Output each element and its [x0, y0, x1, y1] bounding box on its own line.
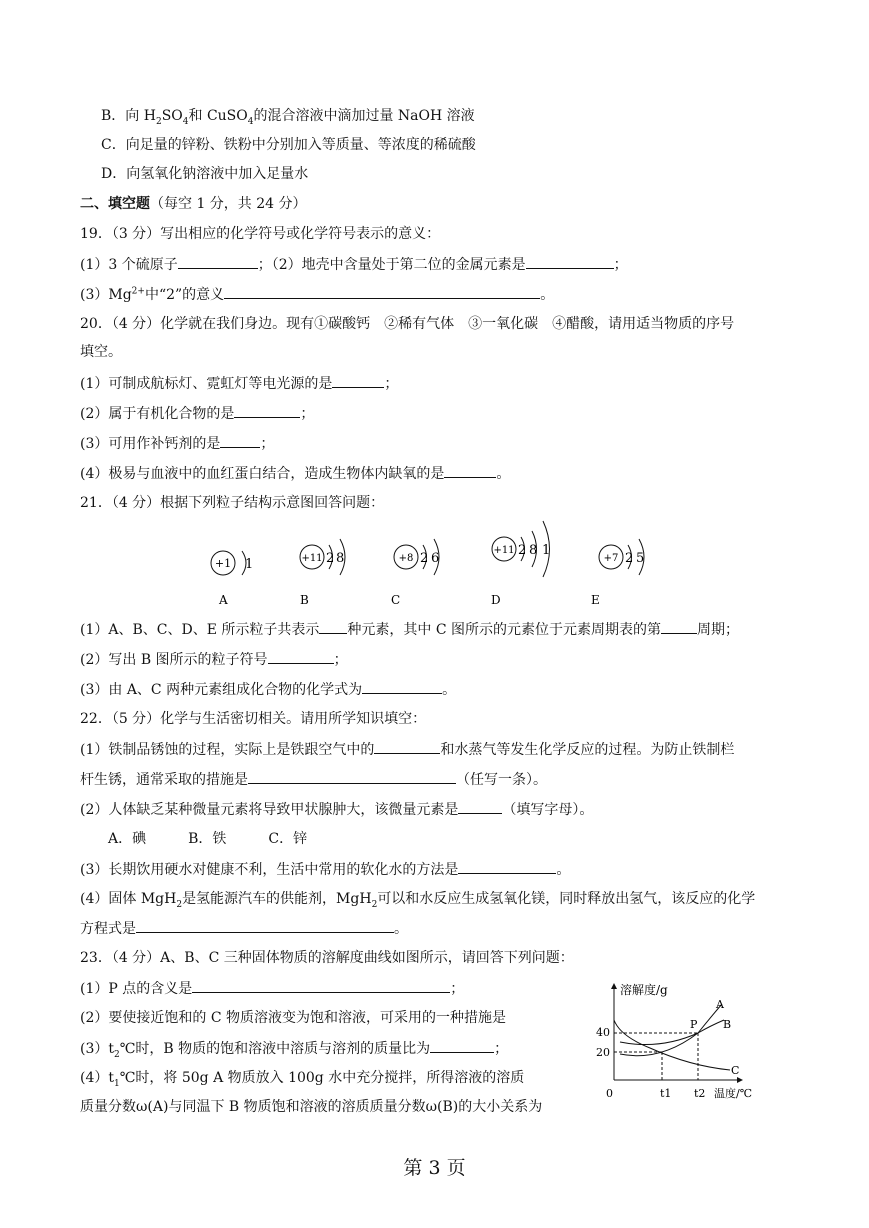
q22-p4c: 可以和水反应生成氢氧化镁，同时释放出氢气，该反应的化学	[377, 891, 756, 907]
q22-blank-2[interactable]	[248, 769, 456, 784]
q23-p4b: ℃时，将 50g A 物质放入 100g 水中充分搅拌，所得溶液的溶质	[119, 1070, 525, 1086]
q22-p4e: 。	[394, 921, 408, 937]
q22-blank-5[interactable]	[136, 918, 394, 933]
q23-p4a: (4）t	[80, 1070, 114, 1086]
q21-end: 。	[442, 682, 457, 698]
atom-d-label: D	[491, 593, 501, 607]
q19-p1b: ；（2）地壳中含量处于第二位的金属元素是	[257, 257, 526, 273]
q20-p4: (4）极易与血液中的血红蛋白结合，造成生物体内缺氧的是	[80, 466, 445, 482]
atom-d-shell-1: 2	[518, 543, 527, 558]
q23-line-3	[80, 1038, 508, 1059]
q22-p4b: 是氢能源汽车的供能剂，MgH	[182, 891, 372, 907]
q22-p4a: (4）固体 MgH	[80, 891, 177, 907]
q21-p2: (2）写出 B 图所示的粒子符号	[80, 652, 268, 668]
section-2-heading	[80, 194, 307, 214]
q19-line-3	[80, 284, 554, 305]
q20-semi-3: ；	[260, 436, 275, 452]
q20-line-1	[80, 373, 398, 394]
q20-blank-1[interactable]	[332, 373, 384, 388]
q20-blank-3[interactable]	[220, 433, 260, 448]
atom-e-label: E	[591, 593, 600, 607]
atom-b-nucleus: +11	[301, 553, 323, 564]
q21-stem: 21．（4 分）根据下列粒子结构示意图回答问题：	[80, 495, 385, 511]
q20-end: 。	[496, 466, 511, 482]
series-a-label: A	[716, 998, 724, 1011]
q19-stem: 19．（3 分）写出相应的化学符号或化学符号表示的意义：	[80, 226, 441, 242]
q21-blank-2[interactable]	[661, 619, 697, 634]
q22-p3a: (3）长期饮用硬水对健康不利，生活中常用的软化水的方法是	[80, 862, 459, 878]
q20-stem-2: 填空。	[80, 344, 122, 360]
q20-stem-1: 20．（4 分）化学就在我们身边。现有①碳酸钙 ②稀有气体 ③一氧化碳 ④醋酸，请用适当物质的序号	[80, 316, 735, 332]
atom-a	[211, 551, 253, 607]
q20-p3: (3）可用作补钙剂的是	[80, 436, 221, 452]
q22-p1a: (1）铁制品锈蚀的过程，实际上是铁跟空气中的	[80, 742, 375, 758]
atom-e-shell-2: 5	[636, 551, 645, 566]
q23-p1b: ；	[450, 981, 465, 997]
q22-p4d: 方程式是	[80, 921, 136, 937]
q22-line-1a	[80, 739, 734, 760]
q22-p2a: (2）人体缺乏某种微量元素将导致甲状腺肿大，该微量元素是	[80, 802, 459, 818]
option-b-sub-1: 2	[155, 116, 162, 127]
option-d: D．向氢氧化钠溶液中加入足量水	[101, 166, 309, 182]
option-b	[101, 106, 475, 126]
q21-p1c: 周期；	[697, 622, 739, 638]
page-footer: 第 3 页	[403, 1157, 466, 1179]
q22-p1c: 杆生锈，通常采取的措施是	[80, 772, 248, 788]
q19-p1c: ；	[613, 257, 628, 273]
atom-a-nucleus: +1	[214, 557, 232, 570]
q23-p3b: ℃时，B 物质的饱和溶液中溶质与溶剂的质量比为	[119, 1041, 431, 1057]
atom-a-label: A	[219, 593, 228, 607]
q20-semi-2: ；	[300, 406, 315, 422]
atom-b	[300, 539, 345, 607]
q22-blank-3[interactable]	[458, 799, 502, 814]
series-b-label: B	[723, 1018, 732, 1031]
option-b-text-2: SO	[161, 108, 183, 124]
q22-stem: 22．（5 分）化学与生活密切相关。请用所学知识填空：	[80, 711, 427, 727]
q19-blank-1[interactable]	[178, 254, 258, 269]
q19-blank-2[interactable]	[526, 254, 614, 269]
q20-p1: (1）可制成航标灯、霓虹灯等电光源的是	[80, 376, 333, 392]
q22-p2b: （填写字母）。	[502, 802, 594, 818]
x-tick-t1: t1	[660, 1087, 672, 1100]
q22-blank-1[interactable]	[374, 739, 440, 754]
q21-p1b: 种元素，其中 C 图所示的元素位于元素周期表的第	[347, 622, 661, 638]
q22-line-3	[80, 859, 570, 880]
q22-p1b: 和水蒸气等发生化学反应的过程。为防止铁制栏	[440, 742, 735, 758]
q19-p1a: (1）3 个硫原子	[80, 257, 178, 273]
atom-d-shell-3: 1	[542, 543, 551, 558]
q23-p1a: (1）P 点的含义是	[80, 981, 193, 997]
q22-line-4a	[80, 889, 755, 909]
q22-p1d: （任写一条）。	[456, 772, 547, 788]
atom-c-nucleus: +8	[398, 553, 414, 564]
q23-line-4b: 质量分数ω(A)与同温下 B 物质饱和溶液的溶质质量分数ω(B)的大小关系为	[80, 1099, 543, 1115]
q23-p3a: (3）t	[80, 1041, 114, 1057]
q23-line-2: (2）要使接近饱和的 C 物质溶液变为饱和溶液，可采用的一种措施是	[80, 1010, 506, 1026]
q21-line-3	[80, 679, 456, 700]
atom-c-shell-2: 6	[431, 551, 440, 566]
q22-choices: A．碘 B．铁 C．锌	[108, 831, 308, 847]
q23-blank-3[interactable]	[430, 1038, 494, 1053]
option-b-text-1: B．向 H	[101, 108, 156, 124]
atom-c-shell-1: 2	[420, 551, 429, 566]
atom-c-label: C	[391, 593, 401, 607]
series-c-label: C	[731, 1064, 740, 1077]
q19-p3b: 中“2”的意义	[144, 287, 225, 303]
option-b-sub-3: 4	[247, 116, 254, 127]
atom-d	[491, 521, 550, 607]
q20-line-3	[80, 433, 274, 454]
option-b-text-4: 的混合溶液中滴加过量 NaOH 溶液	[253, 108, 475, 124]
q23-stem: 23．（4 分）A、B、C 三种固体物质的溶解度曲线如图所示，请回答下列问题：	[80, 950, 574, 966]
q22-line-4b	[80, 918, 408, 939]
x-axis-label: 温度/℃	[714, 1087, 753, 1100]
section-2-title: 二、填空题	[80, 196, 150, 212]
q20-semi-1: ；	[384, 376, 399, 392]
option-b-sub-2: 4	[182, 116, 189, 127]
q21-blank-4[interactable]	[362, 679, 442, 694]
q21-line-1	[80, 619, 739, 640]
q22-line-2	[80, 799, 593, 820]
q19-line-1	[80, 254, 628, 275]
q20-blank-2[interactable]	[234, 403, 300, 418]
q22-p4-sub-1: 2	[176, 899, 183, 910]
y-tick-20: 20	[596, 1046, 610, 1059]
q21-blank-1[interactable]	[319, 619, 347, 634]
atom-c	[391, 539, 439, 607]
q20-line-2	[80, 403, 314, 424]
q21-semi: ；	[333, 652, 348, 668]
q22-p4-sub-2: 2	[371, 899, 378, 910]
atom-e	[591, 539, 644, 607]
curve-a	[620, 1004, 722, 1056]
q19-p3-sup: 2+	[131, 286, 145, 297]
q19-p3a: (3）Mg	[80, 287, 132, 303]
q22-blank-4[interactable]	[458, 859, 556, 874]
origin-label: 0	[606, 1087, 613, 1100]
point-p-label: P	[690, 1018, 698, 1031]
y-axis-label: 溶解度/g	[620, 983, 668, 997]
q23-line-4a	[80, 1068, 524, 1088]
q23-p3c: ；	[494, 1041, 509, 1057]
atom-d-shell-2: 8	[529, 543, 538, 558]
q21-blank-3[interactable]	[268, 649, 334, 664]
q22-p3b: 。	[556, 862, 571, 878]
atom-structure-diagrams	[190, 515, 670, 615]
section-2-note: （每空 1 分，共 24 分）	[150, 196, 307, 212]
atom-b-label: B	[300, 593, 309, 607]
q19-p3c: 。	[540, 287, 555, 303]
option-c: C．向足量的锌粉、铁粉中分别加入等质量、等浓度的稀硫酸	[101, 137, 476, 153]
q21-p3: (3）由 A、C 两种元素组成化合物的化学式为	[80, 682, 363, 698]
q23-line-1	[80, 978, 464, 999]
atom-d-nucleus: +11	[493, 545, 515, 556]
atom-b-shell-2: 8	[336, 551, 345, 566]
y-tick-40: 40	[596, 1026, 610, 1039]
atom-a-shell-1: 1	[245, 557, 254, 572]
q22-line-1b	[80, 769, 547, 790]
atom-e-shell-1: 2	[625, 551, 634, 566]
q20-line-4	[80, 463, 510, 484]
q19-blank-3[interactable]	[224, 284, 540, 299]
q21-p1a: (1）A、B、C、D、E 所示粒子共表示	[80, 622, 320, 638]
option-b-text-3: 和 CuSO	[188, 108, 248, 124]
q20-blank-4[interactable]	[444, 463, 496, 478]
curve-c	[614, 1020, 730, 1070]
x-tick-t2: t2	[694, 1087, 706, 1100]
q20-p2: (2）属于有机化合物的是	[80, 406, 235, 422]
q23-p3-sub: 2	[114, 1049, 120, 1060]
atom-e-nucleus: +7	[603, 553, 619, 564]
q21-line-2	[80, 649, 348, 670]
atom-b-shell-1: 2	[326, 551, 335, 566]
q23-p4-sub: 1	[114, 1078, 120, 1089]
solubility-chart	[590, 978, 770, 1104]
q23-blank-1[interactable]	[192, 978, 450, 993]
